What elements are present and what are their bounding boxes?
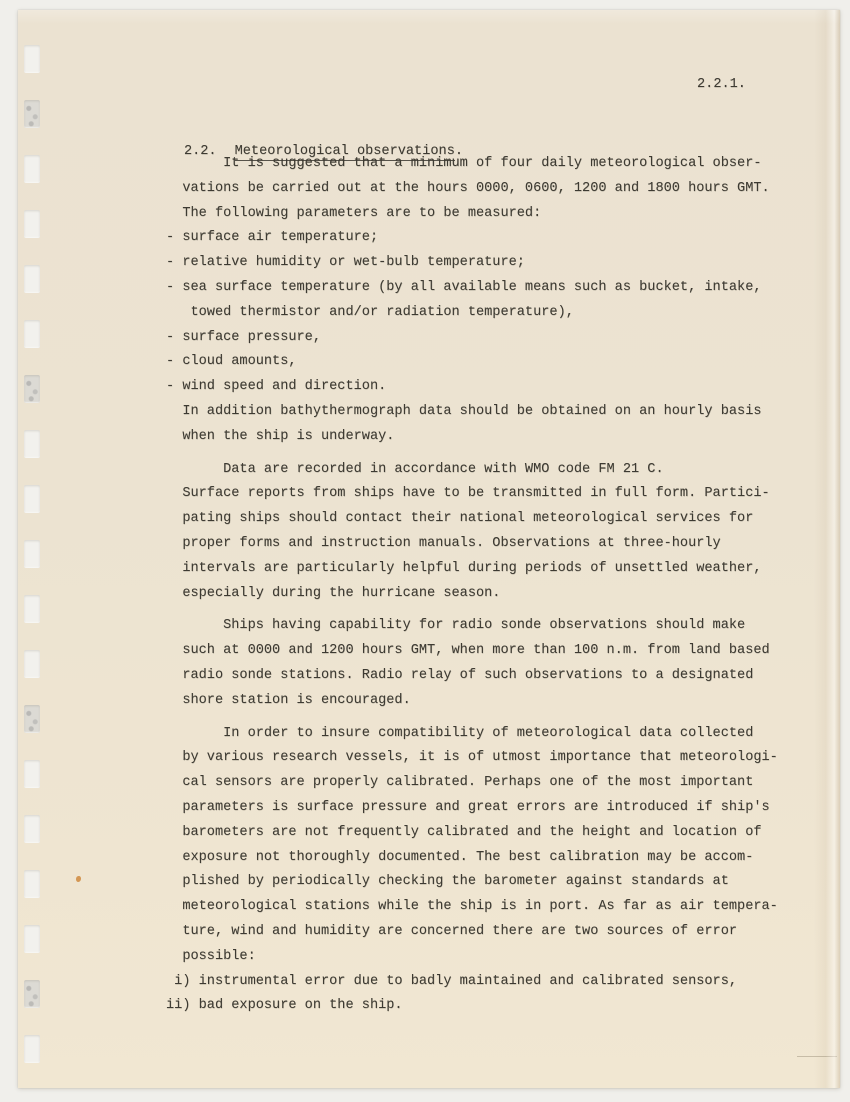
binding-hole xyxy=(24,155,40,183)
text-line: barometers are not frequently calibrated and the height and location of xyxy=(166,824,762,840)
list-item-line: towed thermistor and/or radiation temperature), xyxy=(166,304,574,320)
section-number: 2.2. xyxy=(183,144,217,159)
text-line: plished by periodically checking the barometer against standards at xyxy=(166,874,729,890)
binding-hole xyxy=(24,925,40,953)
paper-speck xyxy=(76,876,81,882)
binding-hole xyxy=(24,375,40,403)
text-line: In addition bathythermograph data should be obtained on an hourly basis xyxy=(166,403,762,419)
binding-hole xyxy=(24,430,40,458)
binding-hole xyxy=(24,705,40,733)
text-line: cal sensors are properly calibrated. Perhaps one of the most important xyxy=(166,775,754,791)
text-line: Surface reports from ships have to be transmitted in full form. Partici- xyxy=(166,486,770,502)
text-line: radio sonde stations. Radio relay of such observations to a designated xyxy=(166,667,754,683)
paragraph xyxy=(166,722,806,1020)
numbered-item-line: i) instrumental error due to badly maintained and calibrated sensors, xyxy=(166,973,738,989)
list-item-line: - cloud amounts, xyxy=(166,354,297,370)
paper-scratch xyxy=(797,1056,837,1057)
paragraph xyxy=(166,152,806,450)
binding-hole xyxy=(24,320,40,348)
binding-hole xyxy=(24,100,40,128)
text-line: Data are recorded in accordance with WMO code FM 21 C. xyxy=(166,461,664,477)
binding-hole xyxy=(24,265,40,293)
binding-hole xyxy=(24,1035,40,1063)
binding-hole xyxy=(24,870,40,898)
binding-hole xyxy=(24,760,40,788)
paragraph xyxy=(166,614,806,713)
text-line: parameters is surface pressure and great errors are introduced if ship's xyxy=(166,799,770,815)
list-item-line: - wind speed and direction. xyxy=(166,379,387,395)
binding-hole xyxy=(24,540,40,568)
text-line: proper forms and instruction manuals. Observations at three-hourly xyxy=(166,535,721,551)
text-line: by various research vessels, it is of utmost importance that meteorologi- xyxy=(166,750,778,766)
list-item-line: - surface pressure, xyxy=(166,329,321,345)
binding-hole xyxy=(24,595,40,623)
text-line: meteorological stations while the ship is in port. As far as air tempera- xyxy=(166,899,778,915)
binding-hole xyxy=(24,815,40,843)
numbered-item-line: ii) bad exposure on the ship. xyxy=(166,998,403,1014)
list-item-line: - sea surface temperature (by all available means such as bucket, intake, xyxy=(166,279,762,295)
text-line: possible: xyxy=(166,948,256,964)
text-line: The following parameters are to be measured: xyxy=(166,205,542,221)
list-item-line: - relative humidity or wet-bulb temperature; xyxy=(166,255,525,271)
text-line: It is suggested that a minimum of four daily meteorological obser- xyxy=(166,156,762,171)
text-line: intervals are particularly helpful during periods of unsettled weather, xyxy=(166,560,762,576)
text-line: when the ship is underway. xyxy=(166,428,395,444)
section-title-period: . xyxy=(454,144,464,159)
text-line: Ships having capability for radio sonde observations should make xyxy=(166,618,746,634)
binding-hole xyxy=(24,485,40,513)
section-title: Meteorological observations xyxy=(234,144,455,159)
text-line: exposure not thoroughly documented. The best calibration may be accom- xyxy=(166,849,754,865)
text-line: In order to insure compatibility of meteorological data collected xyxy=(166,725,754,741)
text-line: vations be carried out at the hours 0000, 0600, 1200 and 1800 hours GMT. xyxy=(166,180,770,196)
binding-hole xyxy=(24,980,40,1008)
page-number: 2.2.1. xyxy=(697,77,746,92)
paragraph xyxy=(166,458,806,607)
binding-hole xyxy=(24,210,40,238)
document-page xyxy=(18,10,840,1088)
text-line: especially during the hurricane season. xyxy=(166,585,501,601)
binding-hole xyxy=(24,45,40,73)
text-line: pating ships should contact their national meteorological services for xyxy=(166,511,754,527)
body-text xyxy=(166,152,806,1019)
text-line: such at 0000 and 1200 hours GMT, when more than 100 n.m. from land based xyxy=(166,643,770,659)
text-line: ture, wind and humidity are concerned there are two sources of error xyxy=(166,923,738,939)
binding-hole xyxy=(24,650,40,678)
list-item-line: - surface air temperature; xyxy=(166,230,379,246)
text-line: shore station is encouraged. xyxy=(166,692,411,708)
